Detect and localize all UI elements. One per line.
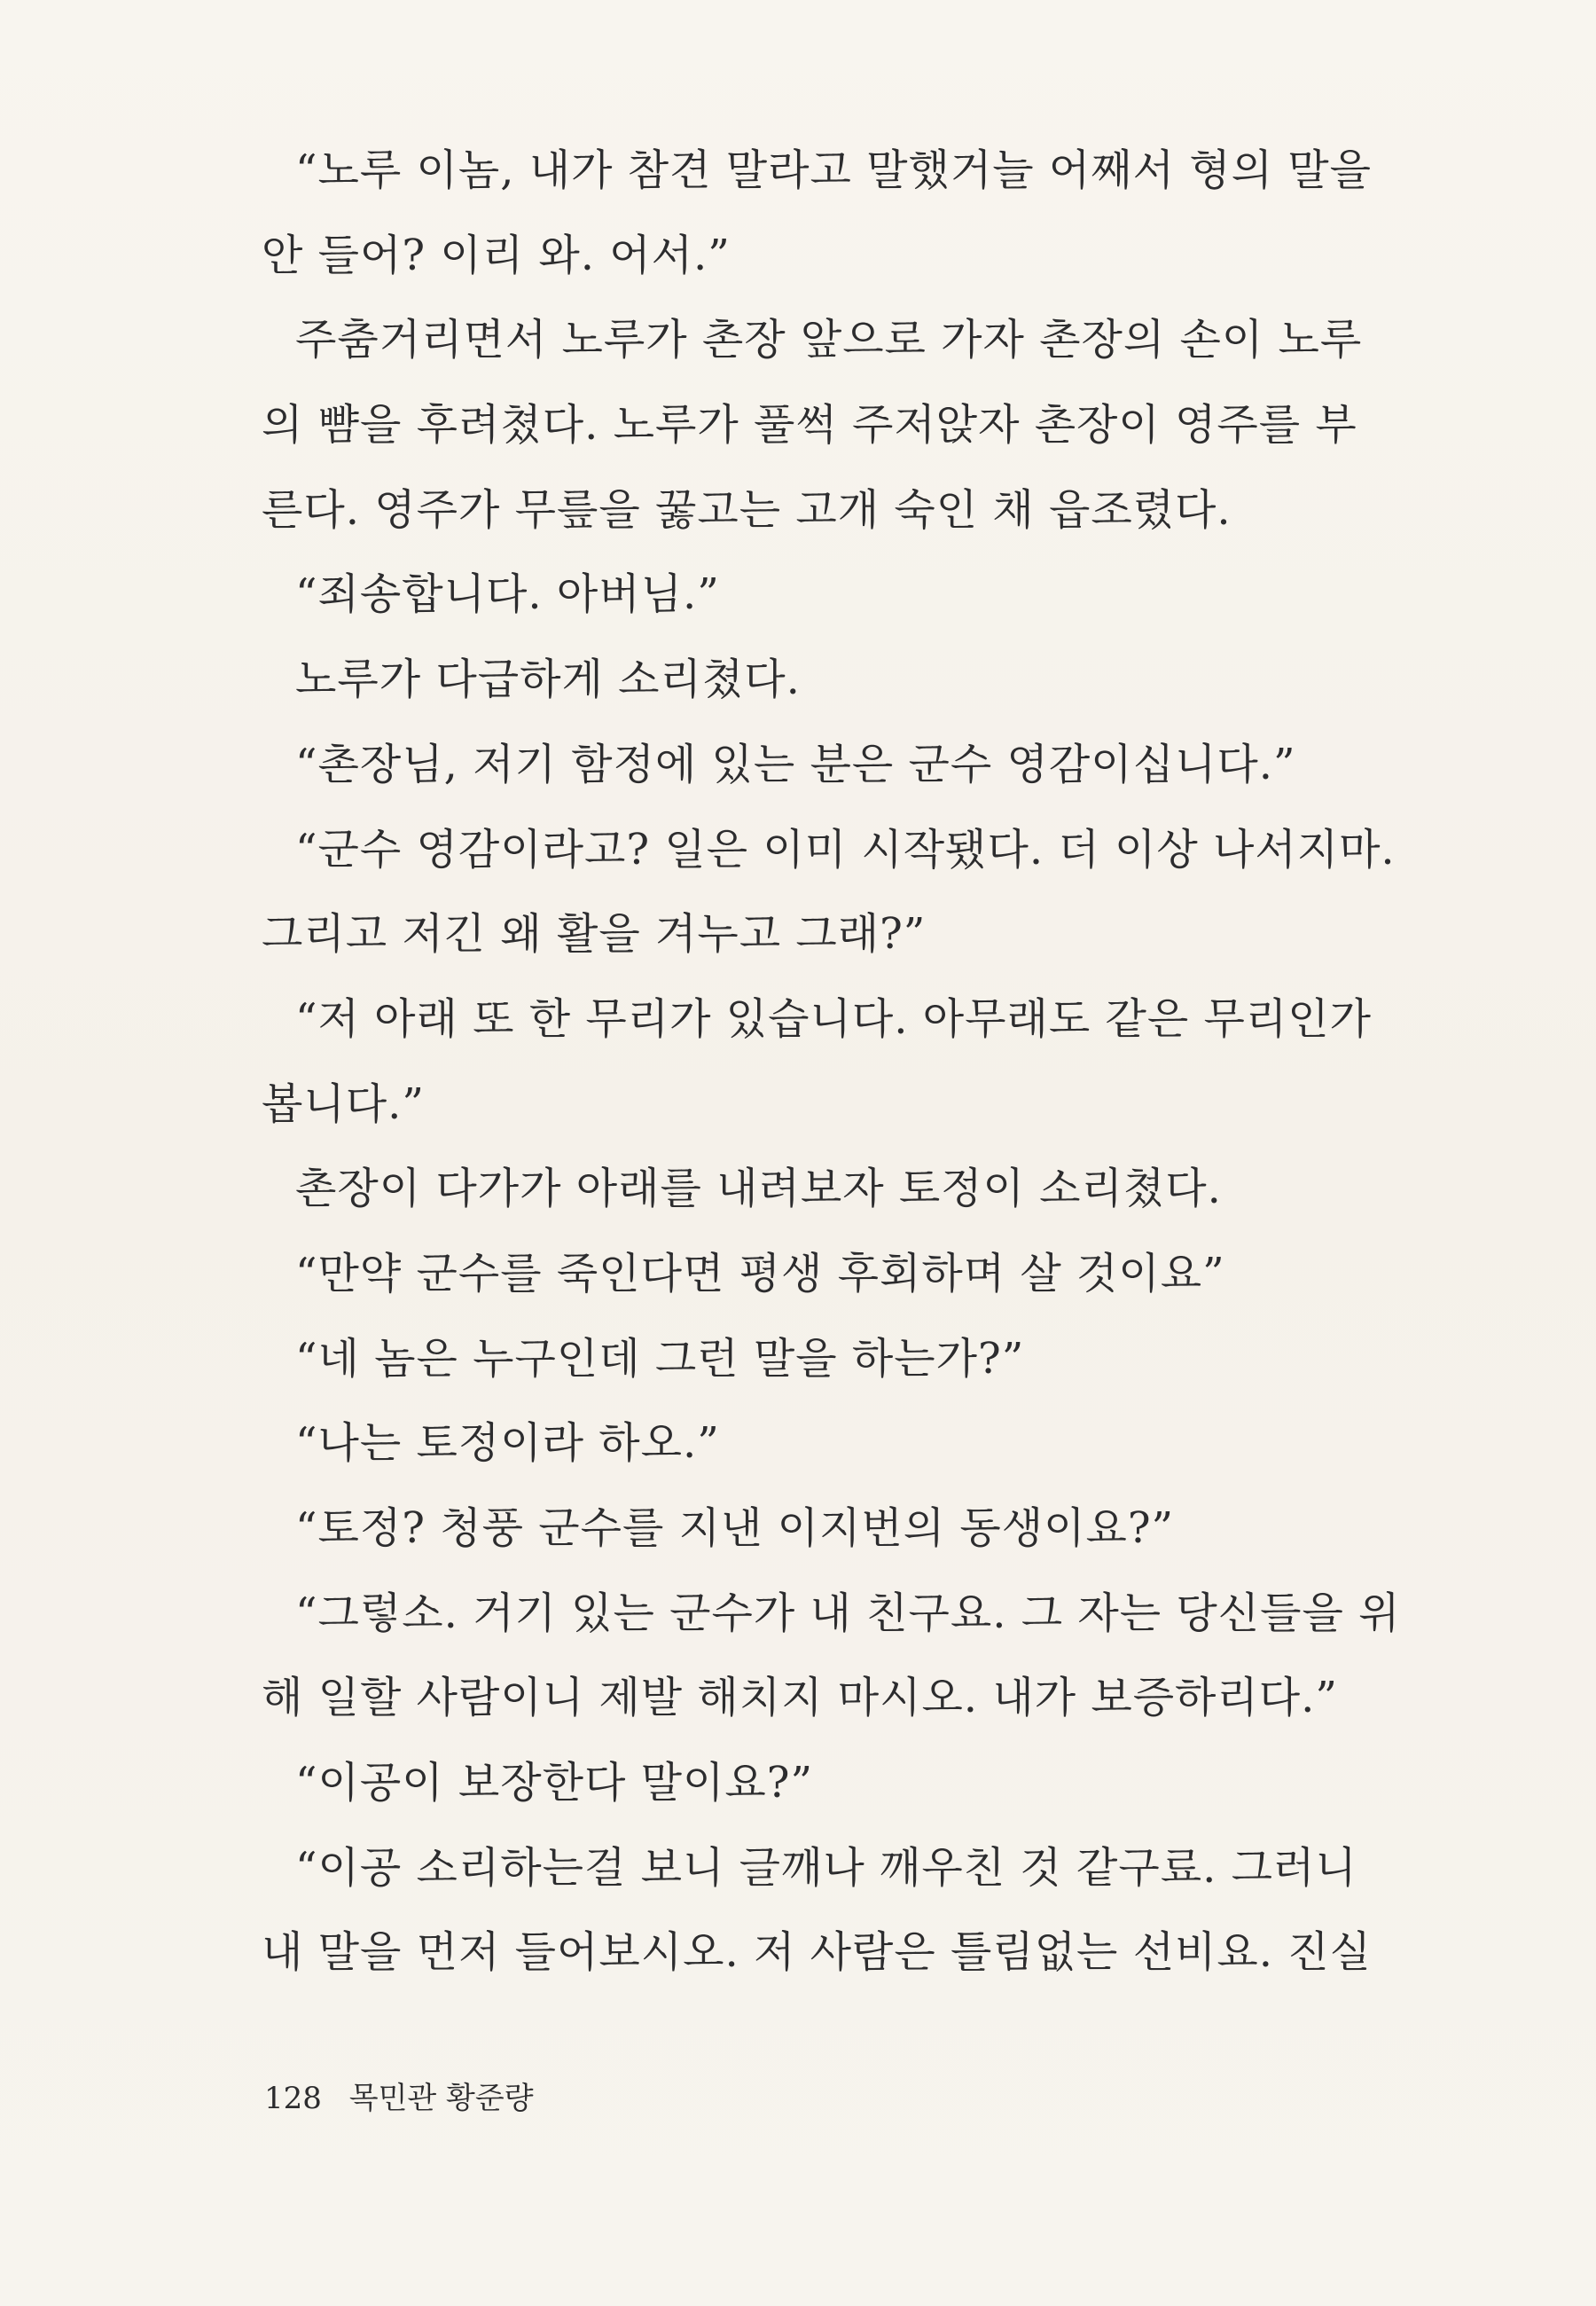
page-footer [264,2074,534,2117]
text-line: 촌장이 다가가 아래를 내려보자 토정이 소리쳤다. [295,1164,1222,1214]
book-title: 목민관 황준량 [348,2081,534,2116]
text-line: “나는 토정이라 하오.” [295,1418,720,1469]
text-line: 른다. 영주가 무릎을 꿇고는 고개 숙인 채 읍조렸다. [262,484,1232,535]
text-line: “그렇소. 거기 있는 군수가 내 친구요. 그 자는 당신들을 위 [295,1588,1401,1638]
text-line: “군수 영감이라고? 일은 이미 시작됐다. 더 이상 나서지마. [295,824,1396,875]
page-number: 128 [264,2081,322,2116]
text-line: “만약 군수를 죽인다면 평생 후회하며 살 것이요” [295,1248,1225,1298]
text-line: “저 아래 또 한 무리가 있습니다. 아무래도 같은 무리인가 [295,993,1372,1044]
text-line: 주춤거리면서 노루가 촌장 앞으로 가자 촌장의 손이 노루 [295,315,1363,365]
text-line: 해 일할 사람이니 제발 해치지 마시오. 내가 보증하리다.” [262,1673,1338,1723]
text-line: 봅니다.” [262,1078,425,1129]
text-line: 그리고 저긴 왜 활을 겨누고 그래?” [262,909,927,960]
body-text [262,129,1432,1996]
text-line: “이공 소리하는걸 보니 글깨나 깨우친 것 같구료. 그러니 [295,1842,1357,1893]
text-line: “노루 이놈, 내가 참견 말라고 말했거늘 어째서 형의 말을 [295,145,1372,195]
text-line: 의 뺨을 후려쳤다. 노루가 풀썩 주저앉자 촌장이 영주를 부 [262,400,1357,451]
text-line: “죄송합니다. 아버님.” [295,569,720,620]
text-line: “이공이 보장한다 말이요?” [295,1758,814,1808]
text-line: 안 들어? 이리 와. 어서.” [262,230,731,280]
text-line: 내 말을 먼저 들어보시오. 저 사람은 틀림없는 선비요. 진실 [262,1927,1373,1978]
text-line: “촌장님, 저기 함정에 있는 분은 군수 영감이십니다.” [295,739,1296,789]
text-line: “토정? 청풍 군수를 지낸 이지번의 동생이요?” [295,1503,1175,1553]
text-line: “네 놈은 누구인데 그런 말을 하는가?” [295,1333,1025,1384]
text-line: 노루가 다급하게 소리쳤다. [295,655,801,705]
